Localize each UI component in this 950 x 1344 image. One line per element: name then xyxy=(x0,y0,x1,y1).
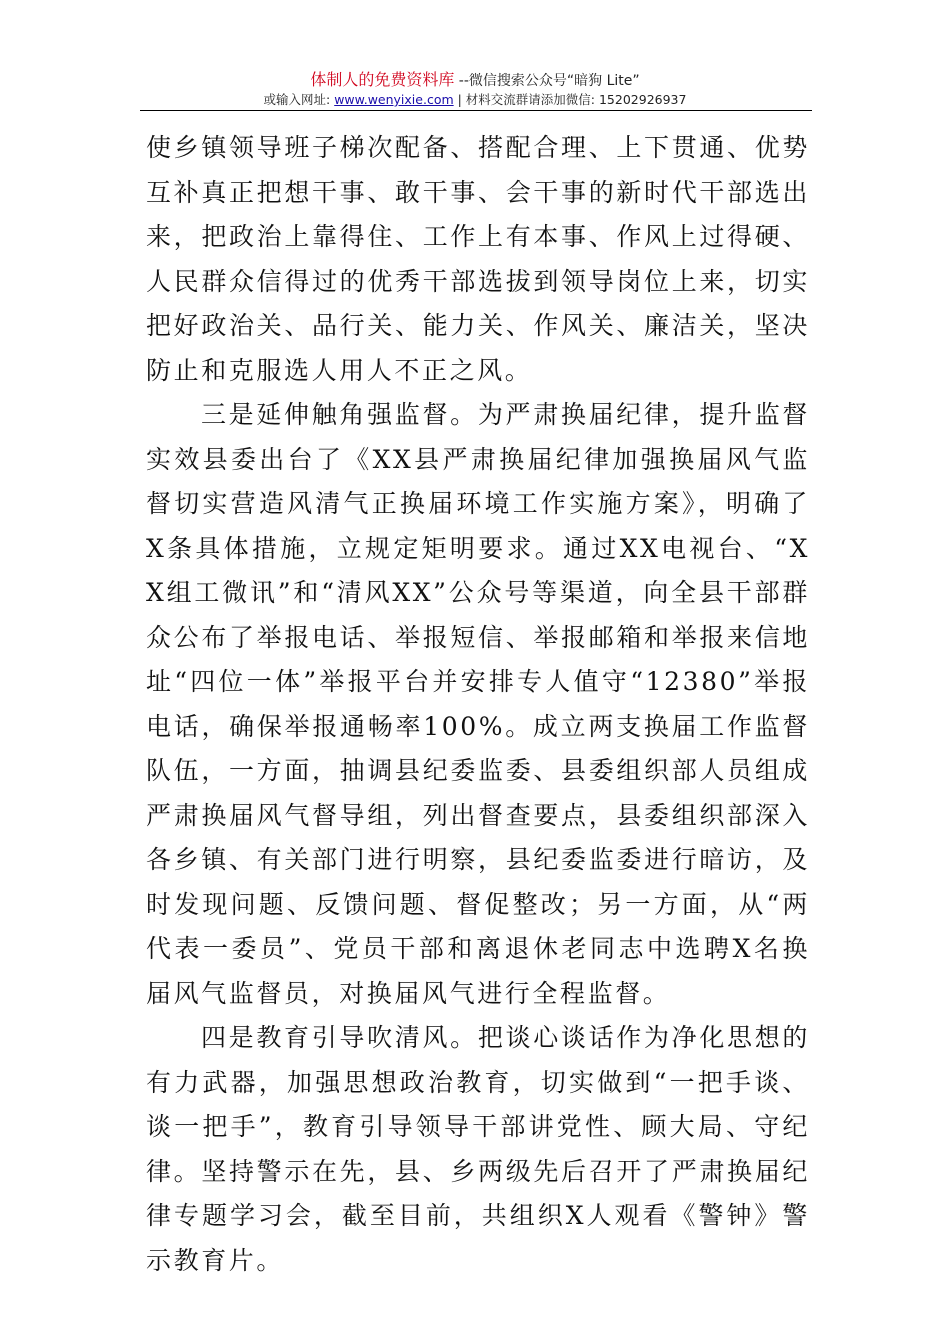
header-divider xyxy=(140,110,812,111)
brand-title: 体制人的免费资料库 xyxy=(310,70,455,89)
paragraph-continued: 使乡镇领导班子梯次配备、搭配合理、上下贯通、优势互补真正把想干事、敢干事、会干事的新时代干部选出来，把政治上靠得住、工作上有本事、作风上过得硬、人民群众信得过的优秀干部选拔到领导岗位上来，切实把好政治关、品行关、能力关、作风关、廉洁关，坚决防止和克服选人用人不正之风。 xyxy=(146,133,810,385)
url-prefix: 或输入网址: xyxy=(263,92,335,107)
paragraph-supervision: 三是延伸触角强监督。为严肃换届纪律，提升监督实效县委出台了《XX县严肃换届纪律加强换届风气监督切实营造风清气正换届环境工作实施方案》，明确了X条具体措施，立规定矩明要求。通过XX电视台、“XX组工微讯”和“清风XX”公众号等渠道，向全县干部群众公布了举报电话、举报短信、举报邮箱和举报来信地址“四位一体”举报平台并安排专人值守“12380”举报电话，确保举报通畅率100%。成立两支换届工作监督队伍，一方面，抽调县纪委监委、县委组织部人员组成严肃换届风气督导组，列出督查要点，县委组织部深入各乡镇、有关部门进行明察，县纪委监委进行暗访，及时发现问题、反馈问题、督促整改；另一方面，从“两代表一委员”、党员干部和离退休老同志中选聘X名换届风气监督员，对换届风气进行全程监督。 xyxy=(146,400,810,1008)
header-promo-line xyxy=(0,70,950,91)
document-body xyxy=(146,126,810,1283)
page-header xyxy=(0,70,950,109)
wechat-search-hint: --微信搜索公众号“暗狗 Lite” xyxy=(454,73,640,89)
website-link[interactable]: www.wenyixie.com xyxy=(334,92,454,107)
header-url-line xyxy=(0,91,950,109)
paragraph-education: 四是教育引导吹清风。把谈心谈话作为净化思想的有力武器，加强思想政治教育，切实做到“一把手谈、谈一把手”，教育引导领导干部讲党性、顾大局、守纪律。坚持警示在先，县、乡两级先后召开了严肃换届纪律专题学习会，截至目前，共组织X人观看《警钟》警示教育片。 xyxy=(146,1023,810,1275)
wechat-contact: | 材料交流群请添加微信: 15202926937 xyxy=(453,92,687,107)
